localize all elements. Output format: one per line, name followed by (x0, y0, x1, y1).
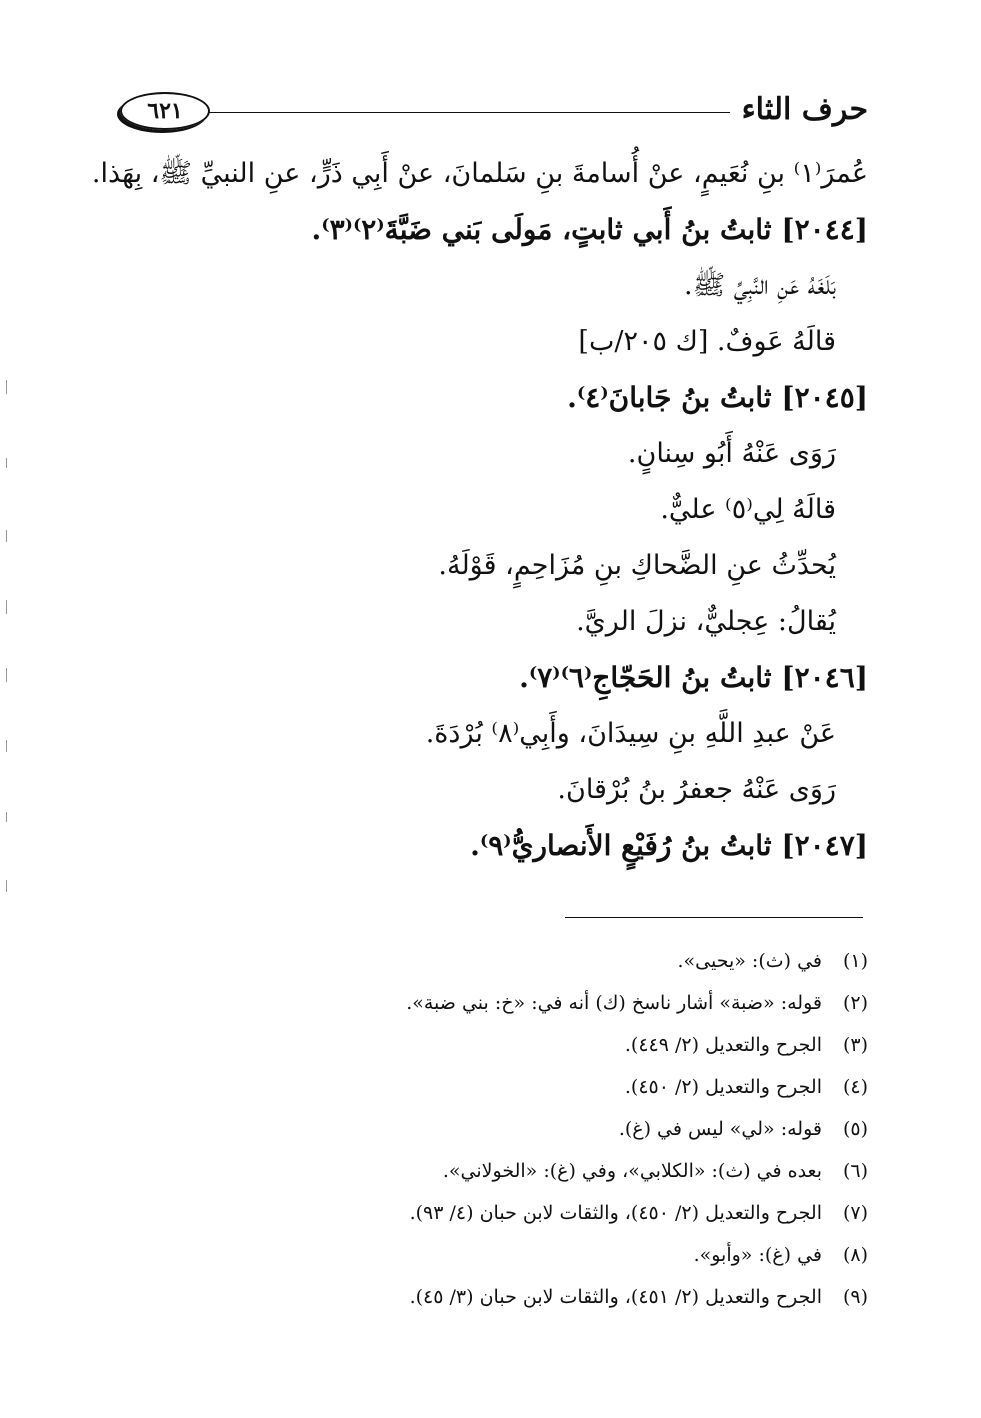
footnote-number: (٥) (842, 1118, 868, 1140)
text-line: قالَهُ لِي⁽٥⁾ عليٌّ. (660, 494, 836, 525)
footnote (150, 1066, 868, 1108)
text-line: عُمرَ⁽١⁾ بنِ نُعَيمٍ، عنْ أُسامةَ بنِ سَلمانَ، عنْ أَبِي ذَرٍّ، عنِ النبيِّ ﷺ، بِهَذا. (91, 158, 868, 189)
footnote-text: في (ث): «يحيى». (677, 950, 822, 972)
scan-margin-mark (6, 740, 7, 752)
scan-margin-mark (6, 458, 7, 468)
footnote-number: (٧) (842, 1202, 868, 1224)
chapter-title: حرف الثاء (741, 92, 868, 127)
scan-margin-mark (6, 380, 7, 394)
text-line: رَوَى عَنْهُ جعفرُ بنُ بُرْقانَ. (557, 774, 836, 805)
header-rule (208, 112, 730, 113)
footnote-number: (٨) (842, 1244, 868, 1266)
footnote-text: الجرح والتعديل (٢/ ٤٤٩). (624, 1034, 822, 1056)
scan-margin-mark (6, 812, 7, 822)
footnote-number: (٣) (842, 1034, 868, 1056)
footnote (150, 1108, 868, 1150)
text-line: رَوَى عَنْهُ أَبُو سِنانٍ. (627, 438, 836, 469)
scan-margin-mark (6, 668, 7, 682)
text-line: عَنْ عبدِ اللَّهِ بنِ سِيدَانَ، وأَبِي⁽٨⁾ بُرْدَةَ. (425, 718, 836, 749)
footnote-text: قوله: «لي» ليس في (غ). (618, 1118, 822, 1140)
scan-margin-mark (6, 600, 7, 614)
footnote-text: بعده في (ث): «الكلابي»، وفي (غ): «الخولاني». (442, 1160, 822, 1182)
footnote-text: قوله: «ضبة» أشار ناسخ (ك) أنه في: «خ: بني ضبة». (406, 992, 822, 1014)
footnote-number: (٤) (842, 1076, 868, 1098)
text-line: قالَهُ عَوفٌ. [ك ٢٠٥/ب] (578, 326, 836, 357)
page-header (120, 88, 868, 136)
scan-margin-mark (6, 880, 7, 892)
entry-heading: [٢٠٤٥] ثابتُ بنُ جَابانَ⁽٤⁾. (567, 381, 868, 414)
text-line: يُحدِّثُ عنِ الضَّحاكِ بنِ مُزَاحِمٍ، قَوْلَهُ. (438, 550, 836, 581)
footnote-separator (565, 917, 863, 918)
footnote-text: الجرح والتعديل (٢/ ٤٥٠)، والثقات لابن حبان (٤/ ٩٣). (409, 1202, 822, 1224)
footnote-number: (٦) (842, 1160, 868, 1182)
entry-heading: [٢٠٤٤] ثابتُ بنُ أَبي ثابتٍ، مَولَى بَني ضَبَّةَ⁽٢⁾⁽٣⁾. (311, 213, 868, 246)
footnote (150, 1024, 868, 1066)
footnote (150, 1276, 868, 1318)
text-line: يُقالُ: عِجليٌّ، نزلَ الريَّ. (576, 606, 836, 637)
scan-margin-mark (6, 530, 7, 542)
footnote-text: في (غ): «وأبو». (693, 1244, 822, 1266)
footnote-text: الجرح والتعديل (٢/ ٤٥٠). (624, 1076, 822, 1098)
footnote-number: (١) (842, 950, 868, 972)
footnote (150, 1234, 868, 1276)
text-line: بَلَغَهُ عَنِ النَّبِيِّ ﷺ. (683, 270, 836, 301)
footnotes (150, 940, 868, 1318)
footnote-number: (٩) (842, 1286, 868, 1308)
footnote (150, 940, 868, 982)
entry-heading: [٢٠٤٧] ثابتُ بنُ رُفَيْعٍ الأَنصاريُّ⁽٩⁾. (470, 829, 868, 862)
footnote (150, 1150, 868, 1192)
page-number-badge: ٦٢١ (120, 92, 210, 130)
entry-heading: [٢٠٤٦] ثابتُ بنُ الحَجّاجِ⁽٦⁾⁽٧⁾. (519, 661, 868, 694)
footnote (150, 982, 868, 1024)
footnote-text: الجرح والتعديل (٢/ ٤٥١)، والثقات لابن حبان (٣/ ٤٥). (409, 1286, 822, 1308)
footnote (150, 1192, 868, 1234)
footnote-number: (٢) (842, 992, 868, 1014)
main-text (91, 146, 868, 874)
